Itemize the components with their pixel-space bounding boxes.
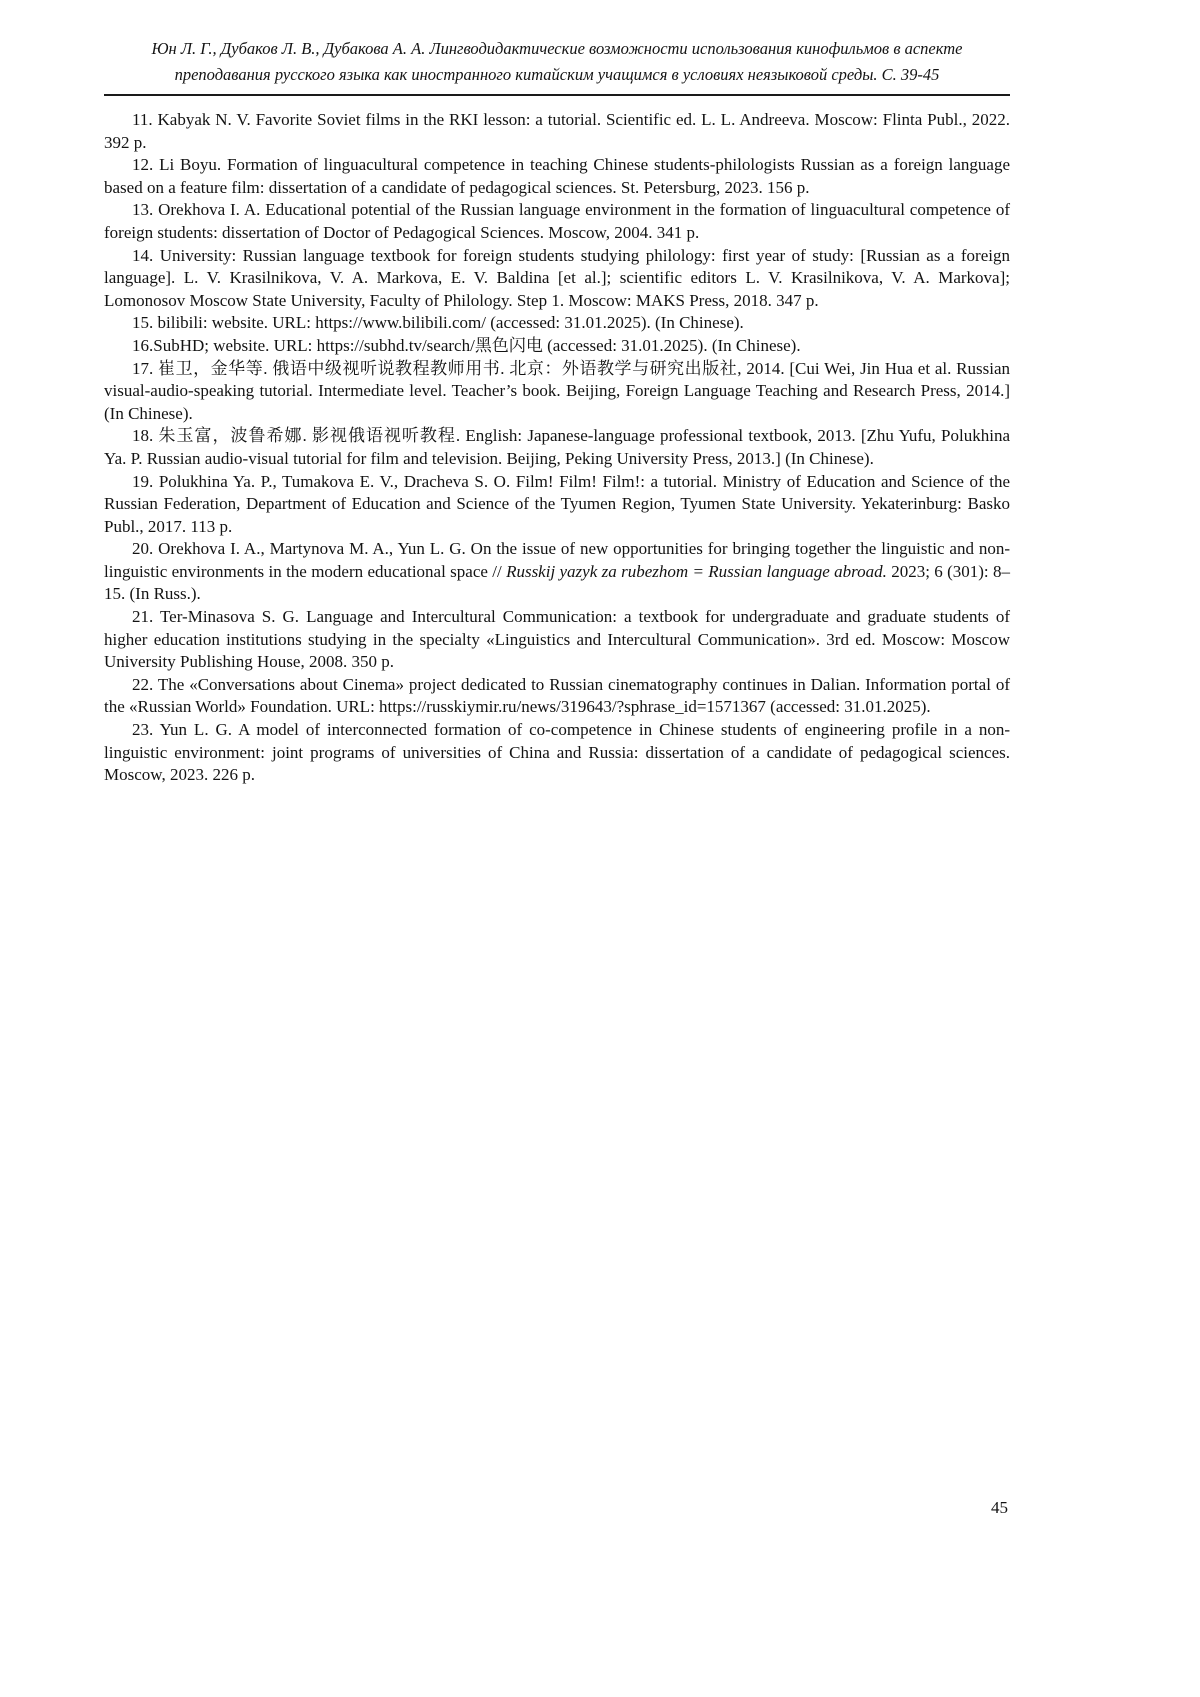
- running-header-line2: преподавания русского языка как иностранного китайским учащимся в условиях неязыковой среды. С. 39-45: [174, 65, 940, 84]
- reference-text: 16.SubHD; website. URL:: [132, 335, 317, 355]
- reference-item-15: [104, 312, 1010, 335]
- url-link[interactable]: https://russkiymir.ru/news/319643/?sphrase_id=1571367: [379, 697, 766, 717]
- reference-text: (accessed: 31.01.2025).: [765, 697, 931, 717]
- reference-text: (accessed: 31.01.2025). (In Chinese).: [542, 335, 801, 355]
- reference-item-16: [104, 335, 1010, 358]
- reference-item-12: 12. Li Boyu. Formation of linguacultural competence in teaching Chinese students-philologists Russian as a foreign language based on a feature film: dissertation of a candidate of pedagogical sciences. St. Petersburg, 2023. 156 p.: [104, 155, 1010, 197]
- header-rule: [104, 94, 1010, 96]
- reference-item-19: 19. Polukhina Ya. P., Tumakova E. V., Dracheva S. O. Film! Film! Film!: a tutorial. Ministry of Education and Science of the Russian Federation, Department of Education and Science of the Tyumen Region, Tyumen State University. Yekaterinburg: Basko Publ., 2017. 113 p.: [104, 471, 1010, 536]
- reference-text: 22. The «Conversations about Cinema» project dedicated to Russian cinematography continues in Dalian. Information portal of the «Russian World» Foundation. URL:: [104, 674, 1010, 717]
- reference-item-13: 13. Orekhova I. A. Educational potential of the Russian language environment in the formation of linguacultural competence of foreign students: dissertation of Doctor of Pedagogical Sciences. Moscow, 2004. 341 p.: [104, 200, 1010, 242]
- running-header-line1: Юн Л. Г., Дубаков Л. В., Дубакова А. А. Лингводидактические возможности использования кинофильмов в аспекте: [151, 39, 963, 58]
- reference-text: (accessed: 31.01.2025). (In Chinese).: [486, 313, 744, 333]
- reference-text: 15. bilibili: website. URL:: [132, 313, 316, 333]
- running-header: [104, 36, 1010, 96]
- reference-item-14: 14. University: Russian language textbook for foreign students studying philology: first year of study: [Russian as a foreign language]. L. V. Krasilnikova, V. A. Markova, E. V. Baldina [et al.]; scientific editors L. V. Krasilnikova, V. A. Markova]; Lomonosov Moscow State University, Faculty of Philology. Step 1. Moscow: MAKS Press, 2018. 347 p.: [104, 245, 1010, 310]
- url-link[interactable]: https://subhd.tv/search/黑色闪电: [316, 335, 543, 355]
- reference-item-20: [104, 538, 1010, 606]
- reference-text: 2023; 6 (301): 8–15. (In Russ.).: [104, 561, 1010, 604]
- page-number: 45: [991, 1498, 1008, 1517]
- reference-item-22: [104, 674, 1010, 719]
- reference-item-17: 17. 崔卫，金华等. 俄语中级视听说教程教师用书. 北京：外语教学与研究出版社, 2014. [Cui Wei, Jin Hua et al. Russian visual-audio-speaking tutorial. Intermediate level. Teacher’s book. Beijing, Foreign Language Teaching and Research Press, 2014.] (In Chinese).: [104, 358, 1010, 423]
- reference-item-11: 11. Kabyak N. V. Favorite Soviet films in the RKI lesson: a tutorial. Scientific ed. L. L. Andreeva. Moscow: Flinta Publ., 2022. 392 p.: [104, 110, 1010, 152]
- reference-item-18: 18. 朱玉富，波鲁希娜. 影视俄语视听教程. English: Japanese-language professional textbook, 2013. [Zhu Yufu, Polukhina Ya. P. Russian audio-visual tutorial for film and television. Beijing, Peking University Press, 2013.] (In Chinese).: [104, 426, 1010, 468]
- reference-item-21: 21. Ter-Minasova S. G. Language and Intercultural Communication: a textbook for undergraduate and graduate students of higher education institutions studying in the specialty «Linguistics and Intercultural Communication». 3rd ed. Moscow: Moscow University Publishing House, 2008. 350 p.: [104, 607, 1010, 672]
- url-link[interactable]: https://www.bilibili.com/: [315, 313, 487, 333]
- reference-text: 20. Orekhova I. A., Martynova M. A., Yun L. G. On the issue of new opportunities for bringing together the linguistic and non-linguistic environments in the modern educational space //: [104, 539, 1010, 581]
- references-list: [104, 109, 1010, 787]
- reference-item-23: 23. Yun L. G. A model of interconnected formation of co-competence in Chinese students of engineering profile in a non-linguistic environment: joint programs of universities of China and Russia: dissertation of a candidate of pedagogical sciences. Moscow, 2023. 226 p.: [104, 720, 1010, 785]
- reference-journal-italic: Russkij yazyk za rubezhom = Russian language abroad.: [506, 561, 887, 581]
